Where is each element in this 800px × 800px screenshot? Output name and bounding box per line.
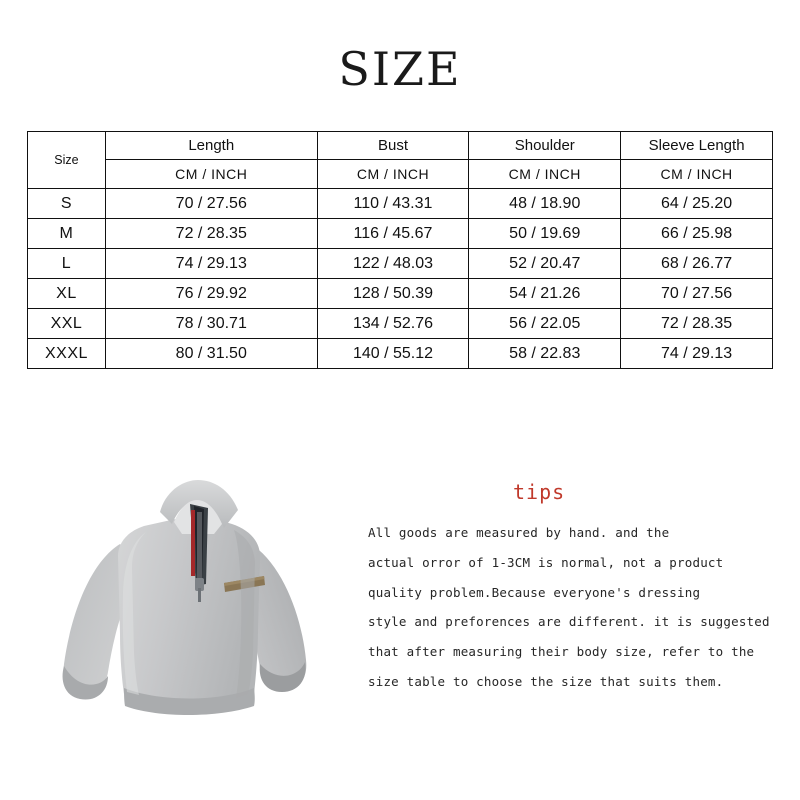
cell-length: 74 / 29.13 bbox=[105, 249, 317, 279]
table-row bbox=[28, 249, 773, 279]
tips-line: actual orror of 1-3CM is normal, not a product bbox=[368, 554, 724, 570]
tips-line: All goods are measured by hand. and the bbox=[368, 525, 670, 540]
table-row bbox=[28, 189, 773, 219]
cell-sleeve: 72 / 28.35 bbox=[621, 309, 773, 339]
table-row bbox=[28, 219, 773, 249]
cell-size: L bbox=[28, 249, 106, 279]
cell-sleeve: 70 / 27.56 bbox=[621, 279, 773, 309]
table-row bbox=[28, 279, 773, 309]
unit-length: CM / INCH bbox=[105, 160, 317, 189]
cell-bust: 140 / 55.12 bbox=[317, 339, 469, 369]
cell-shoulder: 58 / 22.83 bbox=[469, 339, 621, 369]
cell-length: 80 / 31.50 bbox=[105, 339, 317, 369]
table-row bbox=[28, 339, 773, 369]
table-row bbox=[28, 309, 773, 339]
tips-section bbox=[368, 480, 778, 705]
tips-line: size table to choose the size that suits them. bbox=[368, 673, 724, 689]
cell-size: XXXL bbox=[28, 339, 106, 369]
table-header bbox=[28, 132, 773, 189]
cell-bust: 122 / 48.03 bbox=[317, 249, 469, 279]
cell-shoulder: 48 / 18.90 bbox=[469, 189, 621, 219]
tips-line: style and preforences are different. it is suggested bbox=[368, 614, 770, 630]
tips-heading: tips bbox=[513, 480, 566, 504]
cell-bust: 110 / 43.31 bbox=[317, 189, 469, 219]
header-size: Size bbox=[28, 132, 106, 189]
cell-length: 72 / 28.35 bbox=[105, 219, 317, 249]
cell-bust: 128 / 50.39 bbox=[317, 279, 469, 309]
header-bust: Bust bbox=[317, 132, 469, 160]
header-length: Length bbox=[105, 132, 317, 160]
tips-line: that after measuring their body size, refer to the bbox=[368, 644, 755, 659]
cell-sleeve: 66 / 25.98 bbox=[621, 219, 773, 249]
cell-shoulder: 54 / 21.26 bbox=[469, 279, 621, 309]
header-shoulder: Shoulder bbox=[469, 132, 621, 160]
unit-sleeve: CM / INCH bbox=[621, 160, 773, 189]
cell-length: 76 / 29.92 bbox=[105, 279, 317, 309]
cell-sleeve: 74 / 29.13 bbox=[621, 339, 773, 369]
cell-length: 70 / 27.56 bbox=[105, 189, 317, 219]
size-table-container bbox=[27, 131, 773, 369]
cell-size: S bbox=[28, 189, 106, 219]
table-body bbox=[28, 189, 773, 369]
header-sleeve-length: Sleeve Length bbox=[621, 132, 773, 160]
product-image bbox=[48, 452, 348, 747]
cell-shoulder: 52 / 20.47 bbox=[469, 249, 621, 279]
table-header-row-main bbox=[28, 132, 773, 160]
cell-bust: 134 / 52.76 bbox=[317, 309, 469, 339]
cell-sleeve: 68 / 26.77 bbox=[621, 249, 773, 279]
tips-body bbox=[368, 526, 778, 689]
tips-line: quality problem.Because everyone's dressing bbox=[368, 584, 701, 600]
page-title: SIZE bbox=[338, 42, 462, 96]
cell-size: XXL bbox=[28, 309, 106, 339]
table-header-row-units bbox=[28, 160, 773, 189]
size-table bbox=[27, 131, 773, 369]
cell-size: XL bbox=[28, 279, 106, 309]
cell-shoulder: 56 / 22.05 bbox=[469, 309, 621, 339]
cell-sleeve: 64 / 25.20 bbox=[621, 189, 773, 219]
unit-shoulder: CM / INCH bbox=[469, 160, 621, 189]
cell-length: 78 / 30.71 bbox=[105, 309, 317, 339]
unit-bust: CM / INCH bbox=[317, 160, 469, 189]
cell-bust: 116 / 45.67 bbox=[317, 219, 469, 249]
cell-size: M bbox=[28, 219, 106, 249]
cell-shoulder: 50 / 19.69 bbox=[469, 219, 621, 249]
